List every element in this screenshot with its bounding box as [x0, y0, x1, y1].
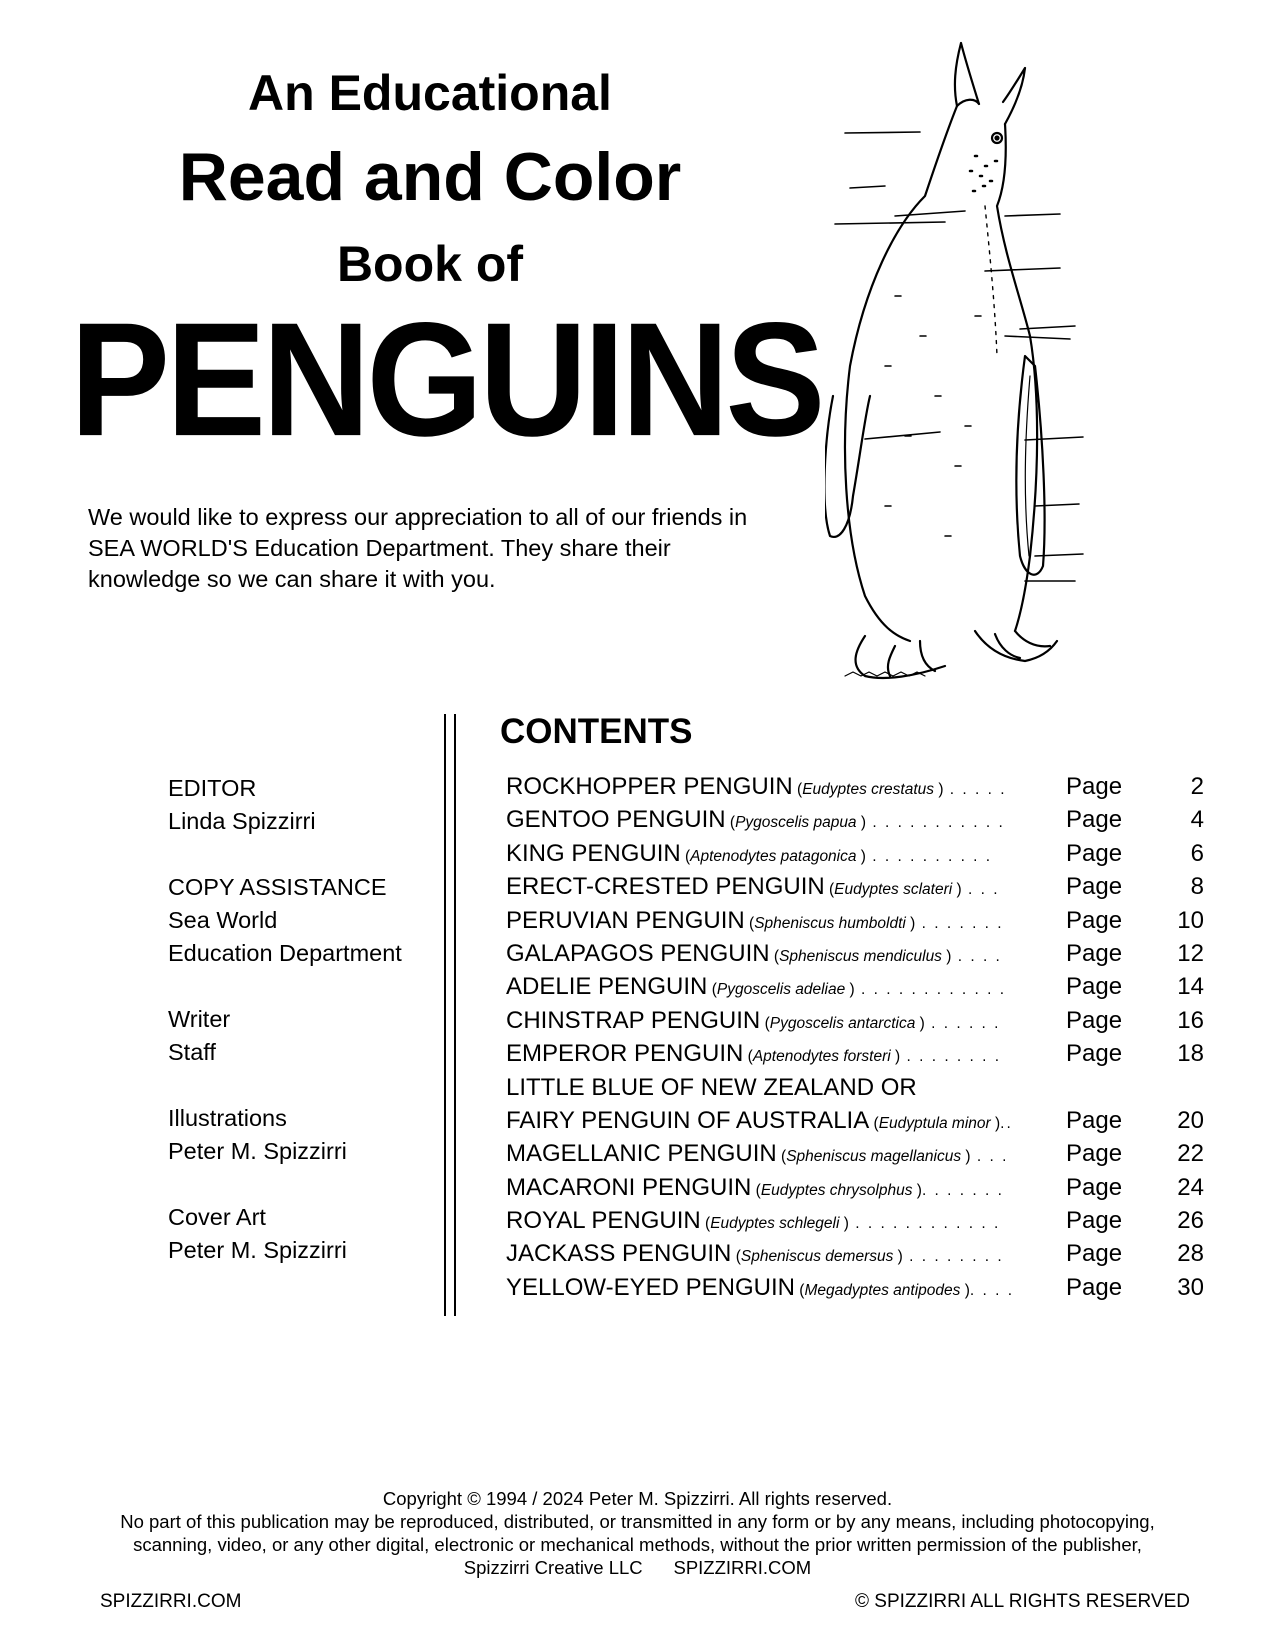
species-name: EMPEROR PENGUIN [506, 1040, 744, 1068]
credit-writer [168, 1003, 438, 1069]
leader-dots: . . . . [951, 947, 1002, 965]
divider-line-right [454, 714, 456, 1316]
contents-entry: ADELIE PENGUIN (Pygoscelis adeliae ) . . . . . . . . . . . . [506, 973, 1007, 1001]
contents-entry: EMPEROR PENGUIN (Aptenodytes forsteri ) . . . . . . . . [506, 1040, 1002, 1068]
leader-dots: . . . . . . . . . . . . [854, 981, 1007, 999]
leader-dots: . . . . . [943, 781, 1007, 798]
page-label: Page [1066, 773, 1123, 800]
scientific-name: Spheniscus demersus [740, 1248, 894, 1266]
credit-role: Illustrations [168, 1105, 287, 1131]
leader-dots: . . . . . . . . [902, 1248, 1004, 1266]
page-number: 8 [1190, 873, 1204, 901]
rights-line: No part of this publication may be reproduced, distributed, or transmitted in any form or by any means, including photocopying, [120, 1511, 1155, 1532]
leader-dots: . . . . . . . [921, 1181, 1004, 1199]
leader-dots: . . . . . . . . . . [865, 847, 993, 865]
scientific-name: Spheniscus humboldti [754, 914, 906, 932]
species-name: MACARONI PENGUIN [506, 1173, 752, 1201]
title-line-1: An Educational [248, 65, 612, 121]
species-name: KING PENGUIN [506, 839, 681, 867]
species-name: LITTLE BLUE OF NEW ZEALAND OR [506, 1073, 917, 1101]
contents-entry: KING PENGUIN (Aptenodytes patagonica ) . . . . . . . . . . [506, 839, 993, 867]
contents-entry: GENTOO PENGUIN (Pygoscelis papua ) . . . . . . . . . . . [506, 806, 1005, 834]
credit-editor [168, 772, 438, 838]
penguin-illustration [825, 36, 1155, 726]
species-name: ADELIE PENGUIN [506, 973, 708, 1001]
contents-row [506, 937, 1226, 970]
page-number: 18 [1177, 1040, 1204, 1068]
species-name: GENTOO PENGUIN [506, 806, 726, 834]
contents-entry: MAGELLANIC PENGUIN (Spheniscus magellanicus ) . . . [506, 1140, 1009, 1168]
page-number: 24 [1177, 1173, 1204, 1201]
credit-role: COPY ASSISTANCE [168, 874, 387, 900]
contents-entry: MACARONI PENGUIN (Eudyptes chrysolphus ). . . . . . . [506, 1173, 1004, 1201]
credit-person: Staff [168, 1039, 216, 1065]
page-label: Page [1066, 1006, 1123, 1034]
scientific-name: Eudyptes schlegeli [710, 1215, 840, 1233]
page-number: 4 [1190, 806, 1204, 834]
scientific-name: Aptenodytes forsteri [752, 1048, 891, 1066]
leader-dots: . . . . . . . [915, 914, 1004, 932]
contents-row [506, 1071, 1226, 1104]
title-penguins: PENGUINS [70, 288, 822, 470]
contents-entry: JACKASS PENGUIN (Spheniscus demersus ) . . . . . . . . [506, 1240, 1004, 1268]
contents-entry: GALAPAGOS PENGUIN (Spheniscus mendiculus ) . . . . [506, 939, 1002, 967]
leader-dots: . . . . . . . . . . . [866, 814, 1005, 832]
scientific-name: Megadyptes antipodes [804, 1281, 961, 1299]
scientific-name: Aptenodytes patagonica [690, 847, 857, 865]
page-number: 16 [1177, 1006, 1204, 1034]
contents-row [506, 1037, 1226, 1070]
contents-entry [506, 1071, 917, 1104]
leader-dots: . . . . [969, 1281, 1015, 1299]
page-label: Page [1066, 1040, 1123, 1068]
scientific-name: Spheniscus mendiculus [779, 947, 942, 965]
page-number: 14 [1177, 973, 1204, 1001]
contents-row [506, 770, 1226, 803]
page-number: 6 [1190, 839, 1204, 867]
page-number: 20 [1177, 1106, 1204, 1134]
contents-entry: YELLOW-EYED PENGUIN (Megadyptes antipodes ). . . . [506, 1273, 1015, 1301]
species-name: ROCKHOPPER PENGUIN [506, 773, 793, 800]
scientific-name: Pygoscelis adeliae [716, 981, 846, 999]
leader-dots: . . . [961, 881, 1000, 899]
contents-row [506, 1137, 1226, 1170]
species-name: ROYAL PENGUIN [506, 1207, 701, 1235]
page-label: Page [1066, 1140, 1123, 1168]
page-label: Page [1066, 1207, 1123, 1235]
credit-role: EDITOR [168, 775, 257, 801]
contents-entry: CHINSTRAP PENGUIN (Pygoscelis antarctica ) . . . . . . [506, 1006, 1001, 1034]
page-label: Page [1066, 1173, 1123, 1201]
leader-dots: . . . [970, 1148, 1009, 1166]
contents-row [506, 837, 1226, 870]
species-name: YELLOW-EYED PENGUIN [506, 1273, 795, 1301]
contents-row [506, 1104, 1226, 1137]
scientific-name: Spheniscus magellanicus [786, 1148, 962, 1166]
scientific-name: Eudyptes sclateri [834, 881, 953, 899]
credit-illustrations [168, 1102, 438, 1168]
page-number: 2 [1190, 773, 1204, 800]
leader-dots: .. [1000, 1114, 1013, 1132]
page-label: Page [1066, 906, 1123, 934]
species-name: GALAPAGOS PENGUIN [506, 939, 770, 967]
page-number: 28 [1177, 1240, 1204, 1268]
credit-role: Writer [168, 1006, 231, 1032]
credit-role: Cover Art [168, 1204, 266, 1230]
copyright-line: Copyright © 1994 / 2024 Peter M. Spizzirri. All rights reserved. [382, 1488, 893, 1509]
page-label: Page [1066, 973, 1123, 1001]
contents-row [506, 1237, 1226, 1270]
credit-person: Peter M. Spizzirri [168, 1138, 347, 1164]
acknowledgement-text: We would like to express our appreciation to all of our friends in SEA WORLD'S Education Department. They share their knowledge so we can share it with you. [88, 504, 748, 592]
page-number: 30 [1177, 1273, 1204, 1301]
title-line-2: Read and Color [178, 139, 682, 215]
scientific-name: Eudyptes crestatus [802, 781, 935, 798]
contents-entry: FAIRY PENGUIN OF AUSTRALIA (Eudyptula minor ).. [506, 1106, 1013, 1134]
page-label: Page [1066, 839, 1123, 867]
contents-entry: ERECT-CRESTED PENGUIN (Eudyptes sclateri ) . . . [506, 873, 1000, 901]
contents-row [506, 970, 1226, 1003]
contents-row [506, 1004, 1226, 1037]
leader-dots: . . . . . . [924, 1014, 1001, 1032]
credit-copy-assistance [168, 871, 438, 970]
contents-entry: ROCKHOPPER PENGUIN (Eudyptes crestatus ) . . . . . [506, 773, 1007, 800]
contents-list [506, 770, 1226, 1304]
divider-line-left [444, 714, 446, 1316]
contents-row [506, 803, 1226, 836]
page-label: Page [1066, 806, 1123, 834]
contents-entry: PERUVIAN PENGUIN (Spheniscus humboldti ) . . . . . . . [506, 906, 1004, 934]
contents-row [506, 1204, 1226, 1237]
scientific-name: Eudyptula minor [878, 1114, 991, 1132]
species-name: MAGELLANIC PENGUIN [506, 1140, 777, 1168]
page-number: 10 [1177, 906, 1204, 934]
page-label: Page [1066, 1106, 1123, 1134]
scientific-name: Pygoscelis papua [735, 814, 857, 832]
species-name: JACKASS PENGUIN [506, 1240, 732, 1268]
scientific-name: Pygoscelis antarctica [769, 1014, 916, 1032]
footer-website: SPIZZIRRI.COM [100, 1591, 242, 1612]
species-name: CHINSTRAP PENGUIN [506, 1006, 761, 1034]
publisher-line: Spizzirri Creative LLC SPIZZIRRI.COM [463, 1557, 812, 1578]
page-number: 22 [1177, 1140, 1204, 1168]
page-label: Page [1066, 939, 1123, 967]
credit-cover-art [168, 1201, 438, 1267]
contents-entry: ROYAL PENGUIN (Eudyptes schlegeli ) . . . . . . . . . . . . [506, 1207, 1001, 1235]
contents-row [506, 870, 1226, 903]
scientific-name: Eudyptes chrysolphus [760, 1181, 913, 1199]
title-line-3: Book of [336, 236, 524, 292]
credit-person: Education Department [168, 940, 402, 966]
page-number: 26 [1177, 1207, 1204, 1235]
rights-line: scanning, video, or any other digital, electronic or mechanical methods, without the prior written permission of the publisher, [133, 1534, 1142, 1555]
leader-dots: . . . . . . . . [900, 1048, 1002, 1066]
contents-row [506, 1271, 1226, 1304]
page-label: Page [1066, 873, 1123, 901]
credits-list [168, 772, 438, 1300]
leader-dots: . . . . . . . . . . . . [848, 1215, 1001, 1233]
page-number: 12 [1177, 939, 1204, 967]
credit-person: Sea World [168, 907, 278, 933]
page-label: Page [1066, 1240, 1123, 1268]
species-name: PERUVIAN PENGUIN [506, 906, 745, 934]
footer-rights: © SPIZZIRRI ALL RIGHTS RESERVED [855, 1591, 1190, 1612]
species-name: ERECT-CRESTED PENGUIN [506, 873, 825, 901]
contents-heading: CONTENTS [500, 712, 693, 751]
species-name: FAIRY PENGUIN OF AUSTRALIA [506, 1106, 870, 1134]
credit-person: Linda Spizzirri [168, 808, 316, 834]
credit-person: Peter M. Spizzirri [168, 1237, 347, 1263]
contents-row [506, 1171, 1226, 1204]
contents-row [506, 904, 1226, 937]
copyright-notice [60, 1487, 1215, 1579]
page-label: Page [1066, 1273, 1123, 1301]
